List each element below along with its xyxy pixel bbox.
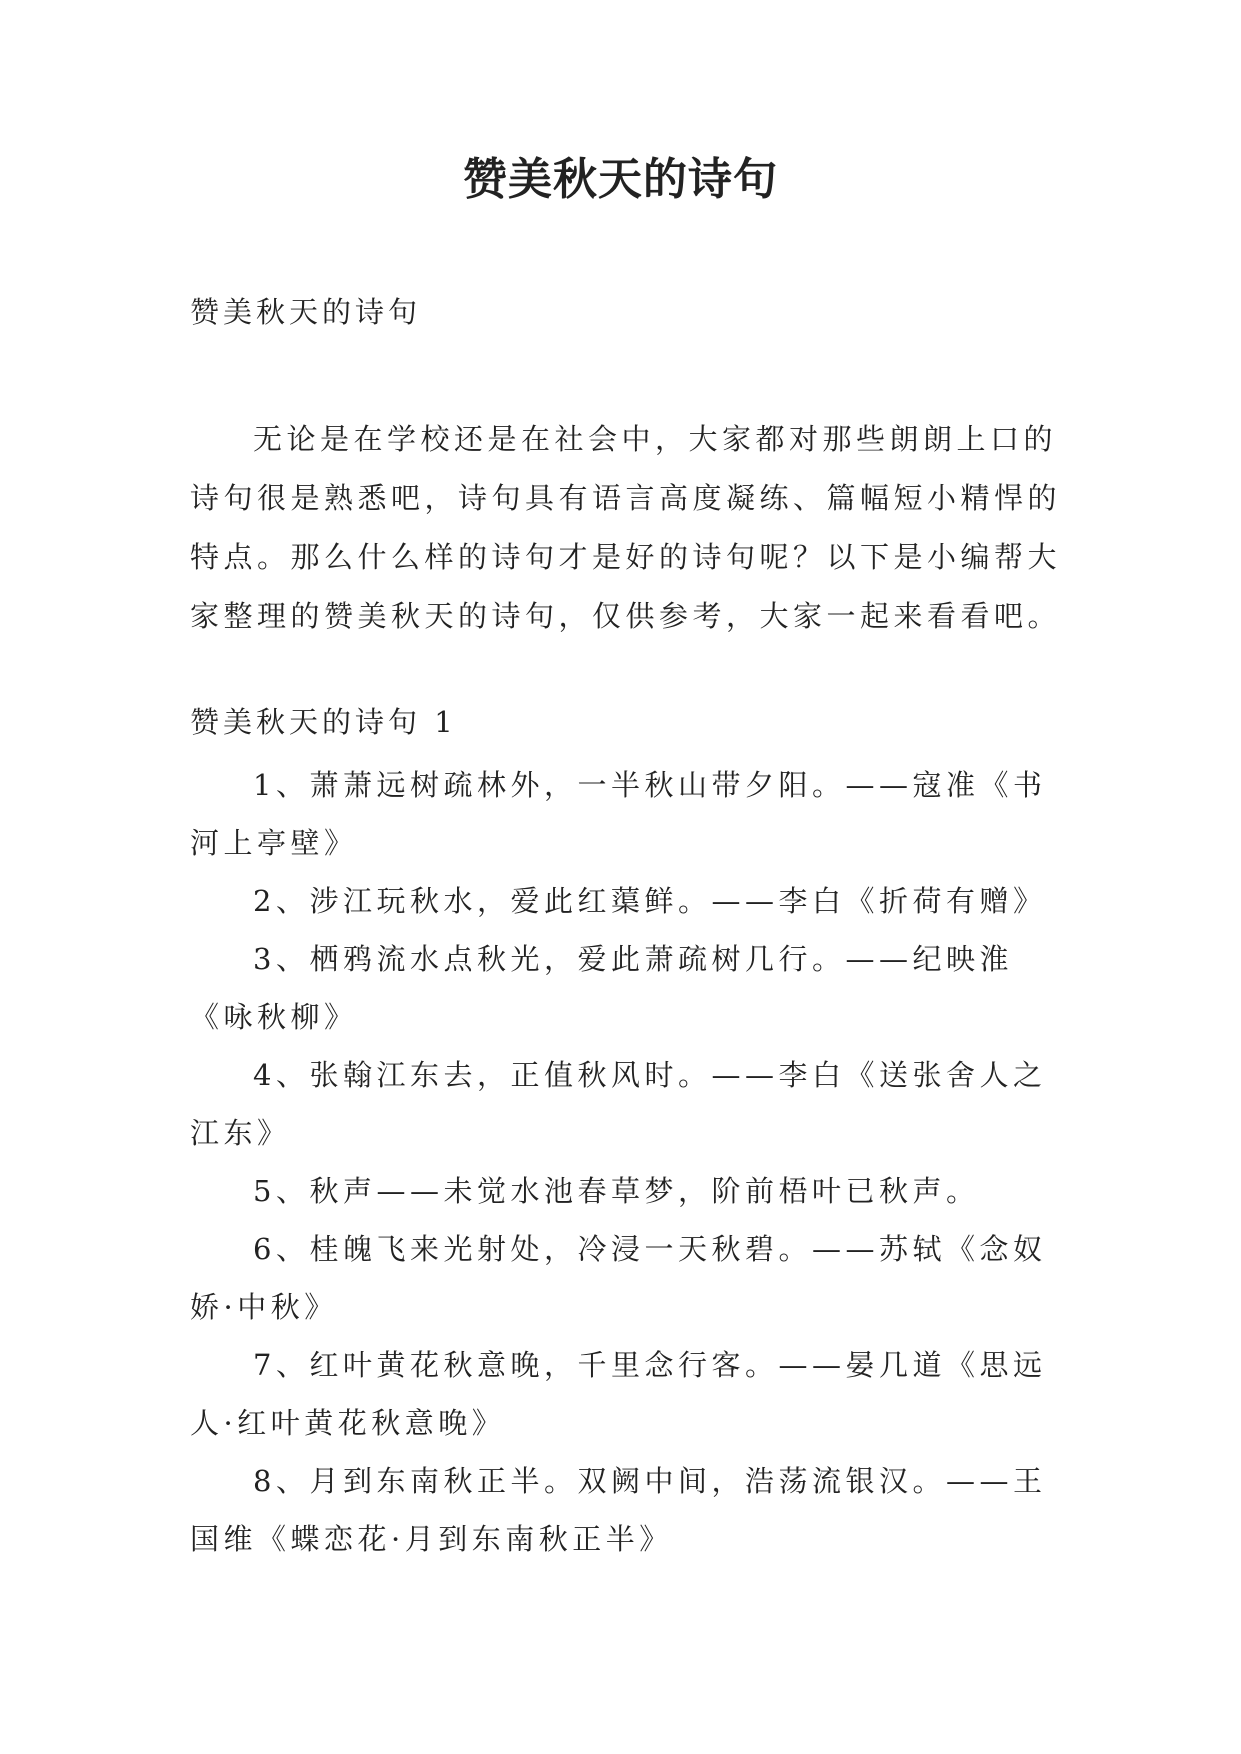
verse-item: 6、桂魄飞来光射处，冷浸一天秋碧。——苏轼《念奴娇·中秋》 — [190, 1232, 1047, 1324]
verse-item: 2、涉江玩秋水，爱此红蕖鲜。——李白《折荷有赠》 — [253, 884, 1047, 918]
verse-item: 5、秋声——未觉水池春草梦，阶前梧叶已秋声。 — [253, 1174, 980, 1208]
verse-list — [190, 756, 1070, 1568]
intro-paragraph: 无论是在学校还是在社会中，大家都对那些朗朗上口的诗句很是熟悉吧，诗句具有语言高度凝练、篇幅短小精悍的特点。那么什么样的诗句才是好的诗句呢？以下是小编帮大家整理的赞美秋天的诗句，仅供参考，大家一起来看看吧。 — [190, 422, 1062, 633]
verse-item: 3、栖鸦流水点秋光，爱此萧疏树几行。——纪映淮《咏秋柳》 — [190, 942, 1013, 1034]
section-heading: 赞美秋天的诗句 1 — [190, 705, 457, 739]
verse-item: 1、萧萧远树疏林外，一半秋山带夕阳。——寇准《书河上亭壁》 — [190, 768, 1047, 860]
verse-item: 7、红叶黄花秋意晚，千里念行客。——晏几道《思远人·红叶黄花秋意晚》 — [190, 1348, 1047, 1440]
verse-item: 8、月到东南秋正半。双阙中间，浩荡流银汉。——王国维《蝶恋花·月到东南秋正半》 — [190, 1464, 1047, 1556]
verse-item: 4、张翰江东去，正值秋风时。——李白《送张舍人之江东》 — [190, 1058, 1047, 1150]
page-title: 赞美秋天的诗句 — [463, 154, 778, 205]
document-subtitle: 赞美秋天的诗句 — [190, 295, 422, 329]
